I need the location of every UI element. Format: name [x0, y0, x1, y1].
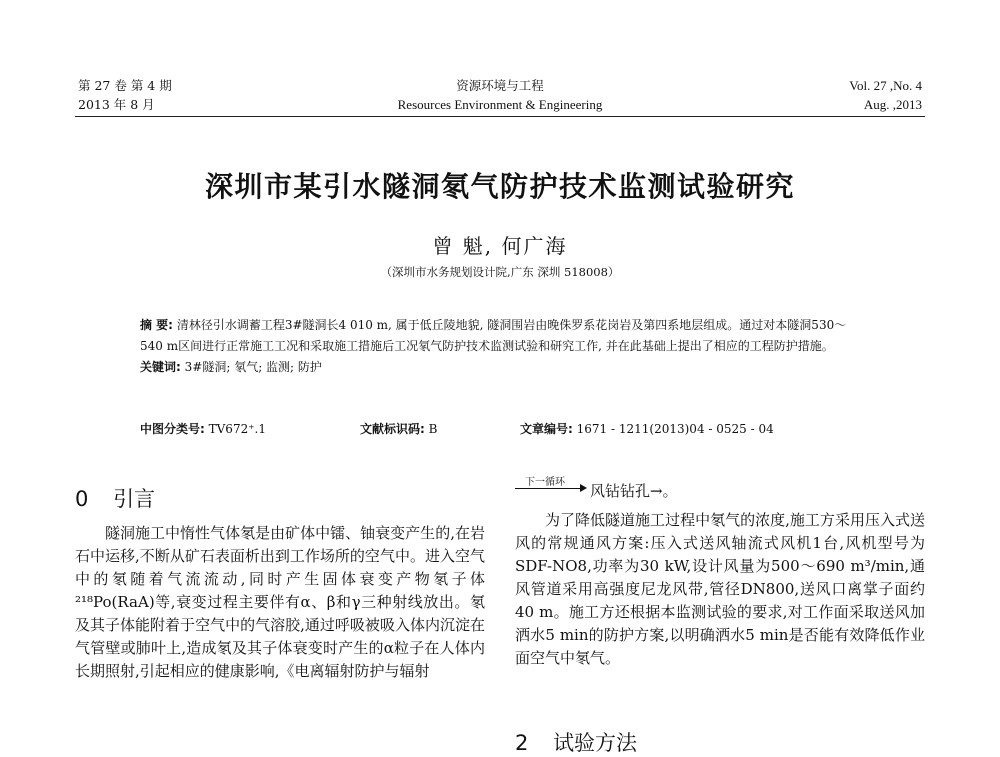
section-0-heading	[75, 483, 155, 513]
ventilation-paragraph: 为了降低隧道施工过程中氡气的浓度,施工方采用压入式送风的常规通风方案:压入式送风轴流式风机1台,风机型号为SDF-NO8,功率为30 kW,设计风量为500～690 m³/min,通风管道采用高强度尼龙风带,管径DN800,送风口离掌子面约40 m。施工方还根据本监测试验的要求,对工作面采取送风加洒水5 min的防护方案,以明确洒水5 min是否能有效降低作业面空气中氡气。	[515, 511, 925, 667]
section-2-number: 2	[515, 731, 529, 755]
keywords	[140, 357, 860, 378]
ventilation-body	[515, 509, 925, 670]
article-number-value: 1671 - 1211(2013)04 - 0525 - 04	[576, 422, 774, 436]
section-0-number: 0	[75, 487, 89, 511]
process-loop-line	[515, 477, 755, 504]
journal-date: 2013 年 8 月	[78, 97, 155, 112]
journal-name-cn: 资源环境与工程	[456, 78, 544, 93]
doc-code-value: B	[428, 422, 438, 436]
section-0-title: 引言	[113, 487, 156, 511]
abstract-text: 清林径引水调蓄工程3#隧洞长4 010 m, 属于低丘陵地貌, 隧洞围岩由晚侏罗系花岗岩及第四系地层组成。通过对本隧洞530～540 m区间进行正常施工工况和采取施工措施后工况氡气防护技术监测试验和研究工作, 并在此基础上提出了相应的工程防护措施。	[140, 318, 847, 353]
classification-label: 中图分类号:	[140, 422, 205, 436]
date-en: Aug. ,2013	[863, 97, 922, 112]
loop-arrow-icon	[515, 488, 585, 489]
author-affiliation: （深圳市水务规划设计院,广东 深圳 518008）	[380, 265, 620, 279]
keywords-label: 关键词:	[140, 360, 181, 374]
volume-en: Vol. 27 ,No. 4	[849, 78, 922, 93]
journal-name-en: Resources Environment & Engineering	[397, 97, 603, 112]
classification	[140, 420, 266, 437]
section-2-heading	[515, 727, 637, 757]
loop-text: 风钻钻孔→。	[590, 482, 678, 500]
header-rule	[75, 116, 925, 117]
abstract-label: 摘 要:	[140, 318, 173, 332]
classification-value: TV672⁺.1	[208, 422, 266, 436]
article-number	[520, 420, 774, 437]
introduction-body	[75, 522, 485, 683]
paper-title: 深圳市某引水隧洞氡气防护技术监测试验研究	[204, 170, 795, 203]
journal-volume-issue: 第 27 卷 第 4 期	[78, 78, 172, 93]
loop-label: 下一循环	[525, 477, 565, 488]
paper-authors: 曾 魁, 何广海	[432, 234, 568, 258]
doc-code	[360, 420, 437, 437]
introduction-paragraph: 隧洞施工中惰性气体氡是由矿体中镭、铀衰变产生的,在岩石中运移,不断从矿石表面析出到工作场所的空气中。进入空气中的氡随着气流流动,同时产生固体衰变产物氡子体²¹⁸Po(RaA)等,衰变过程主要伴有α、β和γ三种射线放出。氡及其子体能附着于空气中的气溶胶,通过呼吸被吸入体内沉淀在气管壁或肺叶上,造成氡及其子体衰变时产生的α粒子在人体内长期照射,引起相应的健康影响,《电离辐射防护与辐射	[75, 524, 485, 680]
doc-code-label: 文献标识码:	[360, 422, 425, 436]
article-number-label: 文章编号:	[520, 422, 573, 436]
section-2-title: 试验方法	[553, 731, 638, 755]
abstract	[140, 315, 860, 378]
keywords-text: 3#隧洞; 氡气; 监测; 防护	[184, 360, 322, 374]
